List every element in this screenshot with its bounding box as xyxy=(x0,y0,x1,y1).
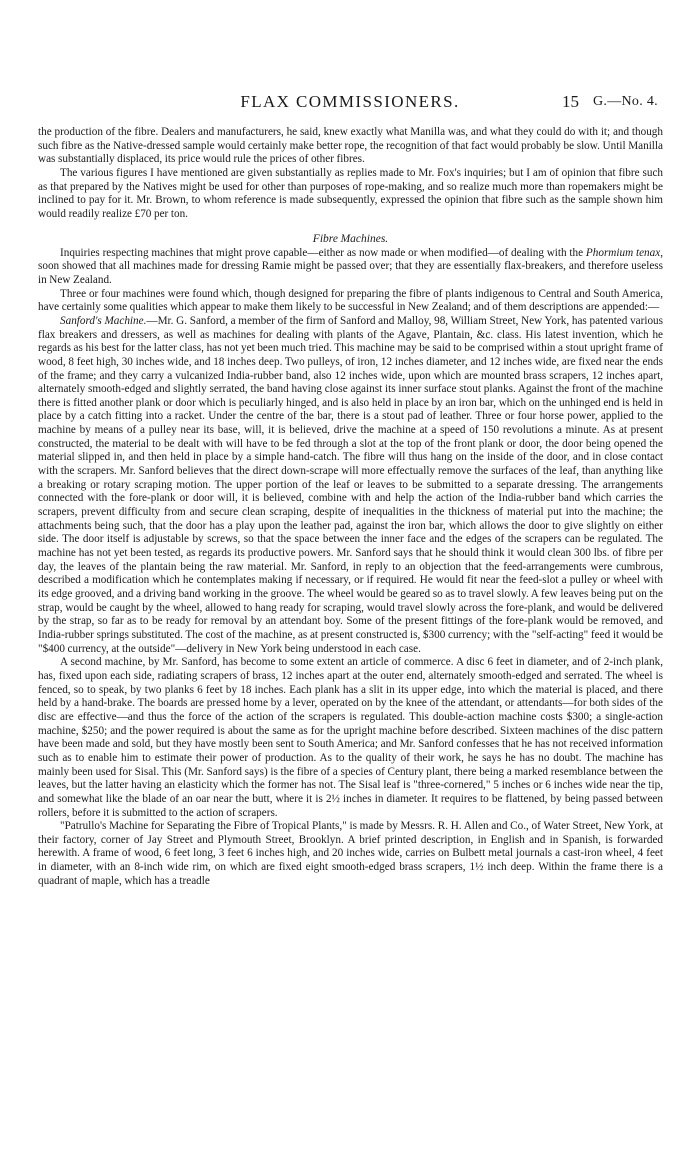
paragraph-inquiries xyxy=(38,247,663,288)
document-reference: G.—No. 4. xyxy=(593,94,658,109)
paragraph-figures: The various figures I have mentioned are given substantially as replies made to Mr. Fox's inquiries; but I am of opinion that fibre such as that prepared by the Natives might be used for other than purposes of rope-making, and so realize much more than ropemakers might be inclined to pay for it. Mr. Brown, to whom reference is made subsequently, expressed the opinion that fibre such as the sample shown him would readily realize £70 per ton. xyxy=(38,166,663,220)
paragraph-patrullo-machine: "Patrullo's Machine for Separating the Fibre of Tropical Plants," is made by Messrs. R. H. Allen and Co., of Water Street, New York, at their factory, corner of Jay Street and Plymouth Street, Brooklyn. A brief printed description, in English and in Spanish, is forwarded herewith. A frame of wood, 6 feet long, 3 feet 6 inches high, and 20 inches wide, carries on Bulbett metal journals a cast-iron wheel, 4 feet in diameter, with an 8-inch wide rim, on which are fixed eight smooth-edged brass scrapers, 1½ inch deep. Within the frame there is a quadrant of maple, which has a treadle xyxy=(38,820,663,887)
running-title: FLAX COMMISSIONERS. xyxy=(240,92,460,111)
section-heading-fibre-machines: Fibre Machines. xyxy=(312,232,389,245)
machine-name: Sanford's Machine. xyxy=(60,314,147,327)
species-name: Phormium tenax xyxy=(585,246,661,259)
body-text xyxy=(38,126,663,888)
text-run: , soon showed that all machines made for dressing Ramie might be passed over; that they are essentially flax-breakers, and therefore useless in New Zealand. xyxy=(38,246,663,286)
paragraph-second-machine: A second machine, by Mr. Sanford, has become to some extent an article of commerce. A disc 6 feet in diameter, and of 2-inch plank, has, fixed upon each side, radiating scrapers of brass, 12 inches apart at the outer end, alternately smooth-edged and serrated. The wheel is fenced, so to speak, by two planks 6 feet by 18 inches. Each plank has a slit in its upper edge, into which the material is placed, and there held by a hand-brake. The boards are pressed home by a lever, operated on by the knee of the attendant, or attendants—for both sides of the disc are effective—and thus the force of the action of the scrapers is regulated. This double-action machine costs $300; a single-action machine, $250; and the power required is about the same as for the upright machine before described. Sixteen machines of the disc pattern have been made and sold, but they have mostly been sent to South America; and Mr. Sanford confesses that he has not received information such as to enable him to estimate their power of production. As to the quality of their work, he says he has no doubt. The machine has mainly been used for Sisal. This (Mr. Sanford says) is the fibre of a species of Century plant, there being a marked resemblance between the leaves, but the latter having an elasticity which the former has not. The Sisal leaf is "three-cornered," 5 inches or 6 inches wide near the tip, and somewhat like the blade of an oar near the butt, where it is 2½ inches in diameter. It requires to be flattened, by being passed between rollers, before it is submitted to the action of scrapers. xyxy=(38,656,663,819)
paragraph-machines-found: Three or four machines were found which, though designed for preparing the fibre of plants indigenous to Central and South America, have certainly some qualities which appear to make them likely to be successful in New Zealand; and of them descriptions are appended:— xyxy=(38,287,663,314)
paragraph-sanford-machine xyxy=(38,315,663,656)
text-run: Inquiries respecting machines that might prove capable—either as now made or when modified—of dealing with the xyxy=(60,246,586,259)
page-number: 15 xyxy=(562,92,579,111)
paragraph-continuation: the production of the fibre. Dealers and manufacturers, he said, knew exactly what Manilla was, and what they could do with it; and though such fibre as the Native-dressed sample would certainly make better rope, the recognition of that fact would probably be slow. Until Manilla was substantially displaced, its price would rule the prices of other fibres. xyxy=(38,126,663,166)
text-run: —Mr. G. Sanford, a member of the firm of Sanford and Malloy, 98, William Street, New York, has patented various flax breakers and dressers, as well as machines for dealing with plants of the Agave, Plantain, &c. class. His latest invention, which he regards as his best for the latter class, has not yet been much tried. This machine may be said to be comprised within a stout upright frame of wood, 8 feet high, 30 inches wide, and 18 inches deep. Two pulleys, of iron, 12 inches diameter, and 12 inches wide, are fixed near the ends of the frame; and they carry a vulcanized India-rubber band, also 12 inches wide, upon which are mounted brass scrapers, 12 inches apart, alternately smooth-edged and slightly serrated, the band having close against its inner surface stout planks. Against the front of the machine there is fitted another plank or door which is peculiarly hinged, and is also held in place by an iron bar, which on the unhinged end is held in place by a catch fitting into a racket. Under the centre of the bar, there is a stout pad of leather. Three or four horse power, applied to the machine by means of a pulley near its base, will, it is believed, drive the machine at a speed of 150 revolutions a minute. As at present constructed, the material to be dealt with will have to be fed through a slot at the top of the front plank or door, the door being opened the material slipped in, and then held in place by a simple hand-catch. The fibre will thus hang on the inside of the door, and in close contact with the scrapers. Mr. Sanford believes that the direct down-scrape will more effectually remove the surfaces of the leaf, than anything like a breaking or rotary scraping motion. The upper portion of the leaf or leaves to be submitted to a separate dressing. The arrangements connected with the fore-plank or door will, it is believed, combine with and help the action of the India-rubber band which carries the scrapers, prevent difficulty from and secure clean scraping, despite of inequalities in the thickness of material put into the machine; the attachments being such, that the door has a play upon the leather pad, against the iron bar, which allows the door to give slightly on either side. The door itself is adjustable by screws, so that the space between the inner face and the edges of the scrapers can be regulated. The machine has not yet been tested, as regards its productive powers. Mr. Sanford says that he should think it would clean 300 lbs. of fibre per day, the leaves of the plantain being the raw material. Mr. Sanford, in reply to an objection that the feed-arrangements were cumbrous, described a modification which he contemplates making if necessary, or if required. He would fit near the feed-slot a pulley or wheel with its edge grooved, and a driving band working in the groove. The wheel would be geared so as to travel slowly. A few leaves being put on the strap, would be caught by the wheel, allowed to hang ready for scraping, would travel slowly across the fore-plank, and would be delivered by the strap, so far as to be ready for removal by an attendant boy. Some of the present fittings of the fore-plank would be removed, and India-rubber springs substituted. The cost of the machine, as at present constructed is, $300 currency; with the "self-acting" feed it would be "$400 currency, at the outside"—delivery in New York being understood in each case. xyxy=(38,314,664,655)
